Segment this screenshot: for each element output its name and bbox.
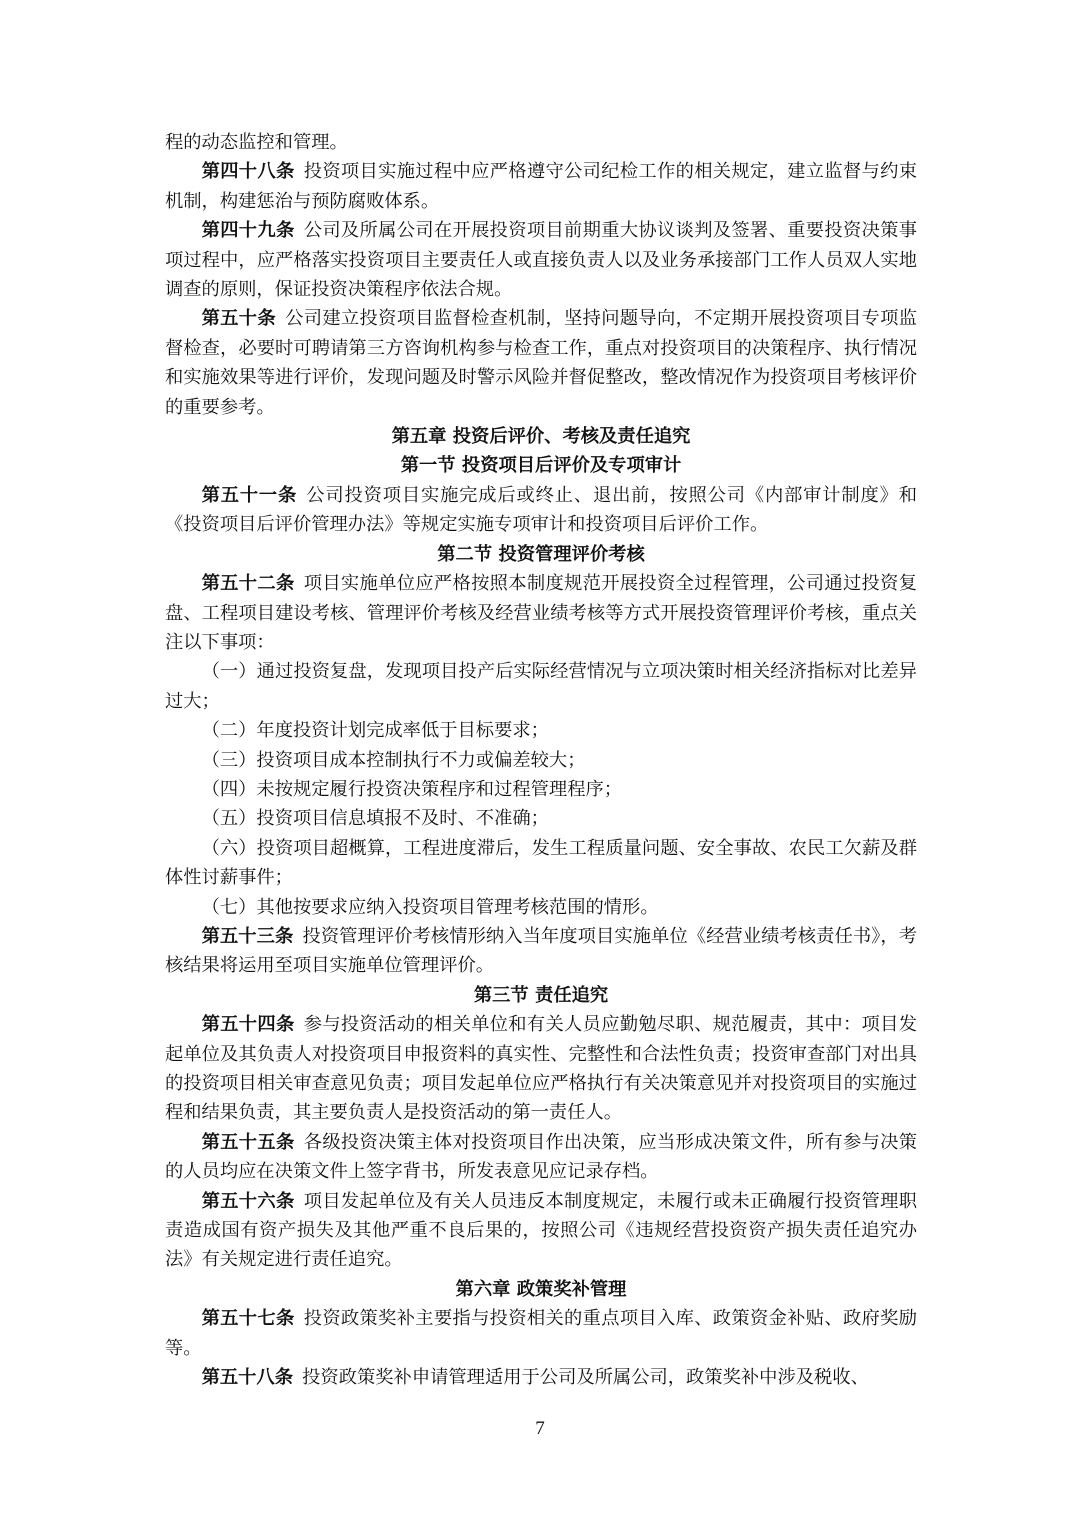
paragraph-text: （六）投资项目超概算，工程进度滞后，发生工程质量问题、安全事故、农民工欠薪及群体性讨薪事件； (165, 837, 917, 889)
section-heading: 第五章 投资后评价、考核及责任追究 (391, 426, 691, 448)
paragraph (165, 657, 917, 716)
article-paragraph (165, 304, 917, 422)
paragraph-text: 投资政策奖补申请管理适用于公司及所属公司，政策奖补中涉及税收、 (302, 1367, 869, 1389)
article-number: 第四十八条 (201, 161, 295, 183)
paragraph-text: （三）投资项目成本控制执行不力或偏差较大； (201, 749, 586, 771)
paragraph (165, 893, 917, 922)
paragraph (165, 775, 917, 804)
paragraph (165, 716, 917, 745)
article-paragraph (165, 922, 917, 981)
article-number: 第五十一条 (201, 484, 298, 506)
article-number: 第四十九条 (201, 220, 295, 242)
section-heading: 第一节 投资项目后评价及专项审计 (400, 455, 682, 477)
article-number: 第五十六条 (201, 1190, 295, 1212)
paragraph-text: （一）通过投资复盘，发现项目投产后实际经营情况与立项决策时相关经济指标对比差异过大； (165, 661, 917, 712)
article-number: 第五十三条 (201, 925, 294, 947)
article-paragraph (165, 216, 917, 304)
paragraph-text: 公司及所属公司在开展投资项目前期重大协议谈判及签署、重要投资决策事项过程中，应严格落实投资项目主要责任人或直接负责人以及业务承接部门工作人员双人实地调查的原则，保证投资决策程序依法合规。 (165, 220, 918, 301)
article-number: 第五十二条 (201, 573, 295, 595)
paragraph-text: 各级投资决策主体对投资项目作出决策，应当形成决策文件，所有参与决策的人员均应在决策文件上签字背书，所发表意见应记录存档。 (165, 1131, 918, 1183)
paragraph-text: （二）年度投资计划完成率低于目标要求； (201, 720, 549, 742)
paragraph-text: 项目实施单位应严格按照本制度规范开展投资全过程管理，公司通过投资复盘、工程项目建设考核、管理评价考核及经营业绩考核等方式开展投资管理评价考核，重点关注以下事项： (165, 573, 918, 653)
paragraph-text: 投资政策奖补主要指与投资相关的重点项目入库、政策资金补贴、政府奖励等。 (165, 1308, 918, 1359)
article-paragraph (165, 1010, 917, 1128)
page-number: 7 (535, 1418, 545, 1439)
article-paragraph (165, 1187, 917, 1275)
article-number: 第五十条 (201, 308, 276, 330)
paragraph-text: 公司建立投资项目监督检查机制，坚持问题导向，不定期开展投资项目专项监督检查，必要时可聘请第三方咨询机构参与检查工作，重点对投资项目的决策程序、执行情况和实施效果等进行评价，发现问题及时警示风险并督促整改，整改情况作为投资项目考核评价的重要参考。 (165, 308, 918, 418)
paragraph (165, 834, 917, 893)
paragraph-text: 投资项目实施过程中应严格遵守公司纪检工作的相关规定，建立监督与约束机制，构建惩治与预防腐败体系。 (165, 161, 918, 212)
paragraph (165, 804, 917, 833)
paragraph (165, 128, 917, 157)
document-body (165, 128, 917, 1392)
article-number: 第五十四条 (201, 1014, 295, 1036)
article-number: 第五十七条 (201, 1308, 295, 1330)
paragraph-text: 公司投资项目实施完成后或终止、退出前，按照公司《内部审计制度》和《投资项目后评价管理办法》等规定实施专项审计和投资项目后评价工作。 (165, 484, 918, 536)
paragraph-text: 项目发起单位及有关人员违反本制度规定，未履行或未正确履行投资管理职责造成国有资产损失及其他严重不良后果的，按照公司《违规经营投资资产损失责任追究办法》有关规定进行责任追究。 (165, 1190, 918, 1271)
section-heading: 第六章 政策奖补管理 (455, 1278, 627, 1300)
article-paragraph (165, 569, 917, 657)
article-paragraph (165, 157, 917, 216)
article-paragraph (165, 481, 917, 540)
article-number: 第五十五条 (201, 1131, 295, 1153)
paragraph-text: 投资管理评价考核情形纳入当年度项目实施单位《经营业绩考核责任书》，考核结果将运用至项目实施单位管理评价。 (165, 925, 918, 977)
section-heading: 第三节 责任追究 (473, 984, 609, 1006)
article-paragraph (165, 1128, 917, 1187)
paragraph-text: （七）其他按要求应纳入投资项目管理考核范围的情形。 (201, 896, 659, 918)
article-paragraph (165, 1304, 917, 1363)
paragraph-text: （五）投资项目信息填报不及时、不准确； (201, 808, 549, 830)
paragraph-text: （四）未按规定履行投资决策程序和过程管理程序； (201, 778, 623, 800)
paragraph-text: 参与投资活动的相关单位和有关人员应勤勉尽职、规范履责，其中：项目发起单位及其负责人对投资项目申报资料的真实性、完整性和合法性负责；投资审查部门对出具的投资项目相关审查意见负责；项目发起单位应严格执行有关决策意见并对投资项目的实施过程和结果负责，其主要负责人是投资活动的第一责任人。 (165, 1014, 918, 1124)
section-heading: 第二节 投资管理评价考核 (437, 543, 645, 565)
paragraph-text: 程的动态监控和管理。 (165, 132, 348, 153)
article-number: 第五十八条 (201, 1367, 293, 1389)
paragraph (165, 746, 917, 775)
article-paragraph (165, 1363, 917, 1392)
